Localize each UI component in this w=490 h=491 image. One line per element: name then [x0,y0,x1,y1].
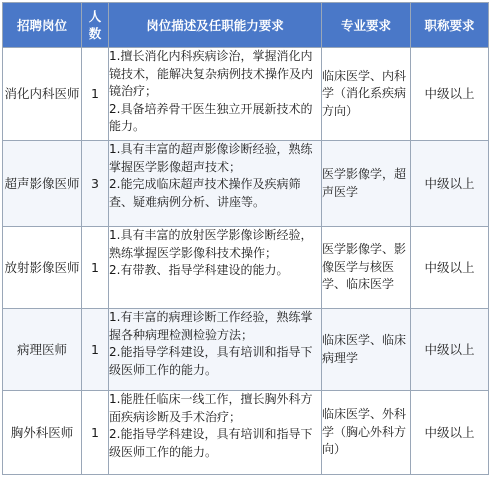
title-cell: 中级以上 [411,48,489,141]
major-cell: 临床医学、内科学（消化系疾病方向） [322,48,411,141]
table-row [3,48,489,141]
description-line: 1.有丰富的病理诊断工作经验，熟练掌握各种病理检测检验方法； [109,310,313,342]
table-row [3,309,489,391]
header-position: 招聘岗位 [3,3,82,48]
title-cell: 中级以上 [411,227,489,309]
table-row [3,391,489,475]
position-cell: 超声影像医师 [3,141,82,227]
recruitment-table-wrapper [2,2,488,475]
major-cell: 医学影像学，超声医学 [322,141,411,227]
description-line: 1.具有丰富的放射医学影像诊断经验，熟练掌握医学影像科技术操作； [109,228,313,260]
header-count: 人数 [82,3,109,48]
header-title: 职称要求 [411,3,489,48]
description-line: 2.能指导学科建设，具有培训和指导下级医师工作的能力。 [109,427,313,459]
description-line: 1.擅长消化内科疾病诊治，掌握消化内镜技术，能解决复杂病例技术操作及内镜治疗； [109,49,314,98]
count-cell: 1 [82,227,109,309]
description-cell [109,48,322,141]
position-cell: 放射影像医师 [3,227,82,309]
header-description: 岗位描述及任职能力要求 [109,3,322,48]
description-line: 2.具备培养骨干医生独立开展新技术的能力。 [109,101,313,133]
position-cell: 消化内科医师 [3,48,82,141]
position-cell: 胸外科医师 [3,391,82,475]
description-line: 2.能指导学科建设，具有培训和指导下级医师工作的能力。 [109,345,313,377]
description-line: 2.有带教、指导学科建设的能力。 [109,263,289,277]
description-line: 1.能胜任临床一线工作，擅长胸外科方面疾病诊断及手术治疗； [109,392,313,424]
count-cell: 1 [82,48,109,141]
header-major: 专业要求 [322,3,411,48]
count-cell: 1 [82,309,109,391]
count-cell: 1 [82,391,109,475]
description-line: 2.能完成临床超声技术操作及疾病筛查、疑难病例分析、讲座等。 [109,177,301,209]
description-cell [109,141,322,227]
count-cell: 3 [82,141,109,227]
description-cell [109,227,322,309]
table-row [3,141,489,227]
description-cell [109,309,322,391]
table-header-row [3,3,489,48]
table-row [3,227,489,309]
major-cell: 临床医学、外科学（胸心外科方向） [322,391,411,475]
description-line: 1.具有丰富的超声影像诊断经验，熟练掌握医学影像超声技术； [109,142,313,174]
title-cell: 中级以上 [411,141,489,227]
major-cell: 临床医学、临床病理学 [322,309,411,391]
major-cell: 医学影像学、影像医学与核医学、临床医学 [322,227,411,309]
title-cell: 中级以上 [411,309,489,391]
description-cell [109,391,322,475]
title-cell: 中级以上 [411,391,489,475]
position-cell: 病理医师 [3,309,82,391]
recruitment-table [2,2,489,475]
